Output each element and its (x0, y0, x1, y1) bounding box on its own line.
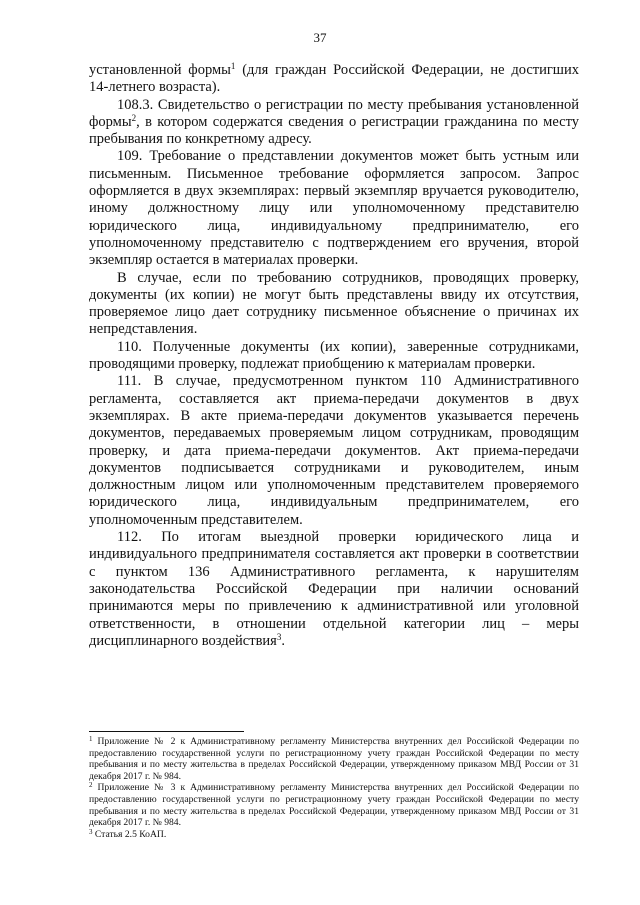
body-text (89, 62, 579, 650)
footnote-3 (89, 829, 579, 841)
paragraph-text: 108.3. Свидетельство о регистрации по месту пребывания установленной формы (89, 96, 579, 130)
footnote-text: Приложение № 2 к Административному регламенту Министерства внутренних дел Российской Федерации по предоставлению государственной услуги по регистрационному учету граждан Российской Федерации по месту пребывания и по месту жительства в пределах Российской Федерации, утвержденному приказом МВД России от 31 декабря 2017 г. № 984. (89, 736, 579, 782)
footnote-text: Приложение № 3 к Административному регламенту Министерства внутренних дел Российской Федерации по предоставлению государственной услуги по регистрационному учету граждан Российской Федерации по месту пребывания и по месту жительства в пределах Российской Федерации, утвержденному приказом МВД России от 31 декабря 2017 г. № 984. (89, 782, 579, 829)
footnote-ref: 1 (230, 61, 236, 71)
footnote-text: Статья 2.5 КоАП. (92, 828, 167, 840)
paragraph-109-cont: В случае, если по требованию сотрудников, проводящих проверку, документы (их копии) не могут быть представлены ввиду их отсутствия, проверяемое лицо дает сотруднику письменное объяснение о причинах их непредставления. (89, 269, 579, 338)
paragraph-108-3 (89, 97, 579, 149)
footnote-1 (89, 736, 579, 782)
paragraph-text: 112. По итогам выездной проверки юридического лица и индивидуального предпринимателя составляется акт проверки в соответствии с пунктом 136 Административного регламента, к нарушителям законодательства Российской Федерации при наличии оснований принимаются меры по привлечению к административной или уголовной ответственности, в отношении отдельной категории лиц – меры дисциплинарного воздействия (89, 529, 579, 649)
paragraph-112 (89, 529, 579, 650)
footnote-2 (89, 782, 579, 828)
footnote-mark: 2 (89, 781, 93, 790)
paragraph-109: 109. Требование о представлении документов может быть устным или письменным. Письменное требование оформляется запросом. Запрос оформляется в двух экземплярах: первый экземпляр вручается руководителю, иному должностному лицу или уполномоченному представителю юридического лица, индивидуальному предпринимателю, его уполномоченному представителю с подтверждением его вручения, второй экземпляр остается в материалах проверки. (89, 148, 579, 269)
footnote-ref: 2 (131, 112, 137, 123)
paragraph-text: установленной формы (89, 62, 231, 78)
footnote-mark: 3 (89, 827, 93, 836)
paragraph-text: . (281, 632, 285, 649)
paragraph-text: , в котором содержатся сведения о регистрации гражданина по месту пребывания по конкретному адресу. (89, 113, 579, 148)
paragraph-text: (для граждан Российской Федерации, не достигших 14-летнего возраста). (89, 62, 579, 96)
footnote-mark: 1 (89, 735, 93, 743)
footnote-separator (89, 731, 244, 732)
paragraph-110: 110. Полученные документы (их копии), заверенные сотрудниками, проводящими проверку, подлежат приобщению к материалам проверки. (89, 338, 579, 373)
page-number: 37 (313, 30, 327, 45)
footnote-ref: 3 (276, 631, 282, 642)
paragraph-111: 111. В случае, предусмотренном пунктом 110 Административного регламента, составляется акт приема-передачи документов в двух экземплярах. В акте приема-передачи документов указывается перечень документов, передаваемых проверяемым лицом сотрудникам, проводящим проверку, и дата приема-передачи документов. Акт приема-передачи документов подписывается сотрудниками и руководителем, иным должностным лицом или уполномоченным представителем проверяемого юридического лица, индивидуальным предпринимателем, его уполномоченным представителем. (89, 373, 579, 528)
paragraph-continuation (89, 62, 579, 97)
footnotes (89, 736, 579, 840)
